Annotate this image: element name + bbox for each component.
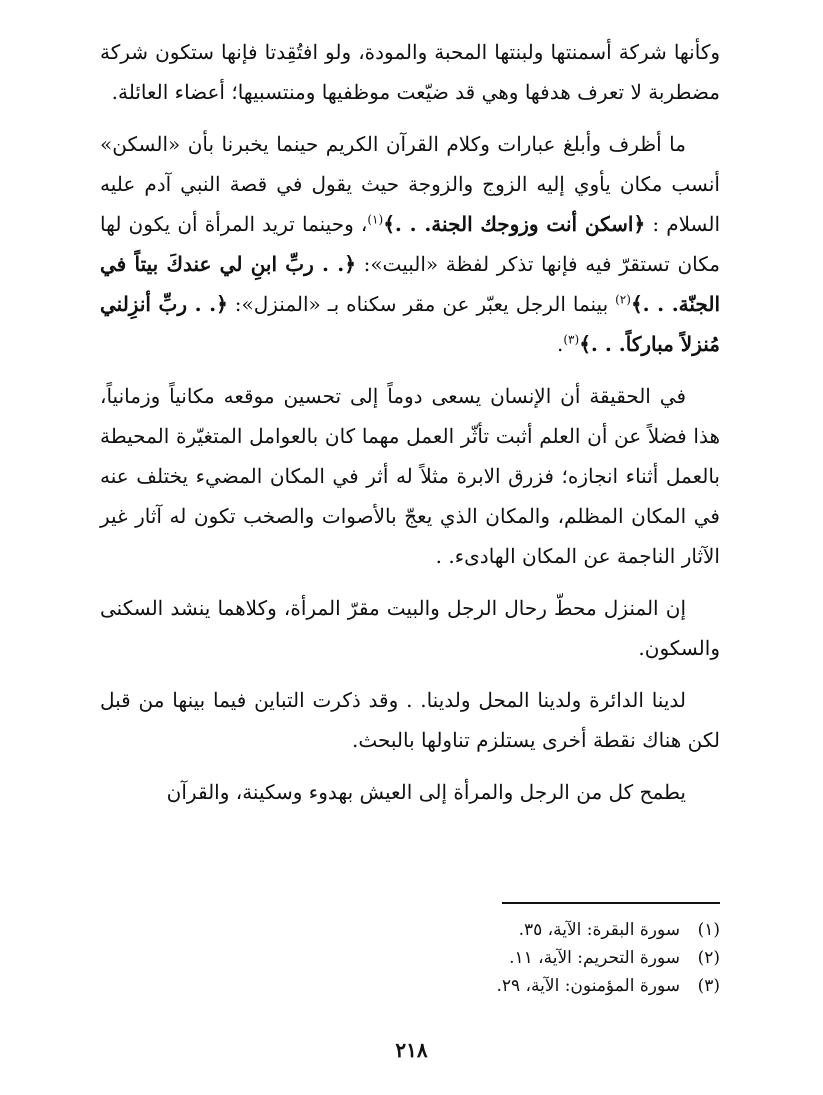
body-text	[100, 32, 720, 824]
footnote-number: (١)	[697, 920, 720, 940]
text-run: وكأنها شركة أسمنتها ولبنتها المحبة والمودة، ولو افتُقِدتا فإنها ستكون شركة مضطربة لا تعرف هدفها وهي قد ضيّعت موظفيها ومنتسبيها؛ أعضاء العائلة.	[100, 40, 720, 104]
footnote-text: سورة المؤمنون: الآية، ٢٩.	[496, 976, 680, 996]
footnote-item	[100, 944, 720, 972]
page-number: ٢١٨	[395, 1038, 428, 1062]
footnote-ref: (١)	[367, 212, 384, 227]
footnote-number: (٣)	[697, 976, 720, 996]
paragraph	[100, 588, 720, 668]
paragraph	[100, 772, 720, 812]
footnote-number: (٢)	[697, 948, 720, 968]
paragraph	[100, 32, 720, 112]
text-run: إن المنزل محطّ رحال الرجل والبيت مقرّ المرأة، وكلاهما ينشد السكنى والسكون.	[100, 596, 720, 660]
quran-quote: ﴿. . ربِّ ابنِ لي عندكَ بيتاً في الجنّة. . .﴾	[100, 252, 720, 316]
quran-quote: ﴿. . ربِّ أنزِلني مُنزلاً مباركاً. . .﴾	[100, 292, 720, 356]
footnote-divider	[502, 902, 720, 904]
text-run: ما أظرف وأبلغ عبارات وكلام القرآن الكريم حينما يخبرنا بأن «السكن» أنسب مكان يأوي إليه الزوج والزوجة حيث يقول في قصة النبي آدم عليه السلام :	[100, 132, 721, 236]
text-run: لدينا الدائرة ولدينا المحل ولدينا. . وقد ذكرت التباين فيما بينها من قبل لكن هناك نقطة أخرى يستلزم تناولها بالبحث.	[100, 688, 720, 752]
footnote-item	[100, 972, 720, 1000]
footnote-item	[100, 916, 720, 944]
text-run: في الحقيقة أن الإنسان يسعى دوماً إلى تحسين موقعه مكانياً وزمانياً، هذا فضلاً عن أن العلم أثبت تأثّر العمل مهما كان بالعوامل المتغيّرة المحيطة بالعمل أثناء انجازه؛ فزرق الابرة مثلاً له أثر في المكان المضيء يختلف عنه في المكان المظلم، والمكان الذي يعجّ بالأصوات والصخب تكون له آثار غير الآثار الناجمة عن المكان الهادىء. .	[100, 384, 720, 568]
text-run: بينما الرجل يعبّر عن مقر سكناه بـ «المنزل»:	[227, 292, 616, 316]
text-run: يطمح كل من الرجل والمرأة إلى العيش بهدوء وسكينة، والقرآن	[166, 780, 686, 804]
footnote-text: سورة البقرة: الآية، ٣٥.	[518, 920, 680, 940]
text-run: .	[557, 332, 564, 356]
text-run: ، وحينما تريد المرأة أن يكون لها مكان تستقرّ فيه فإنها تذكر لفظة «البيت»:	[100, 212, 720, 276]
quran-quote: ﴿اسكن أنت وزوجك الجنة. . .﴾	[383, 212, 646, 236]
footnote-ref: (٣)	[563, 332, 580, 347]
footnote-ref: (٢)	[615, 292, 631, 307]
footnotes	[100, 916, 720, 1000]
footnote-text: سورة التحريم: الآية، ١١.	[509, 948, 680, 968]
paragraph	[100, 124, 720, 364]
paragraph	[100, 376, 720, 576]
paragraph	[100, 680, 720, 760]
